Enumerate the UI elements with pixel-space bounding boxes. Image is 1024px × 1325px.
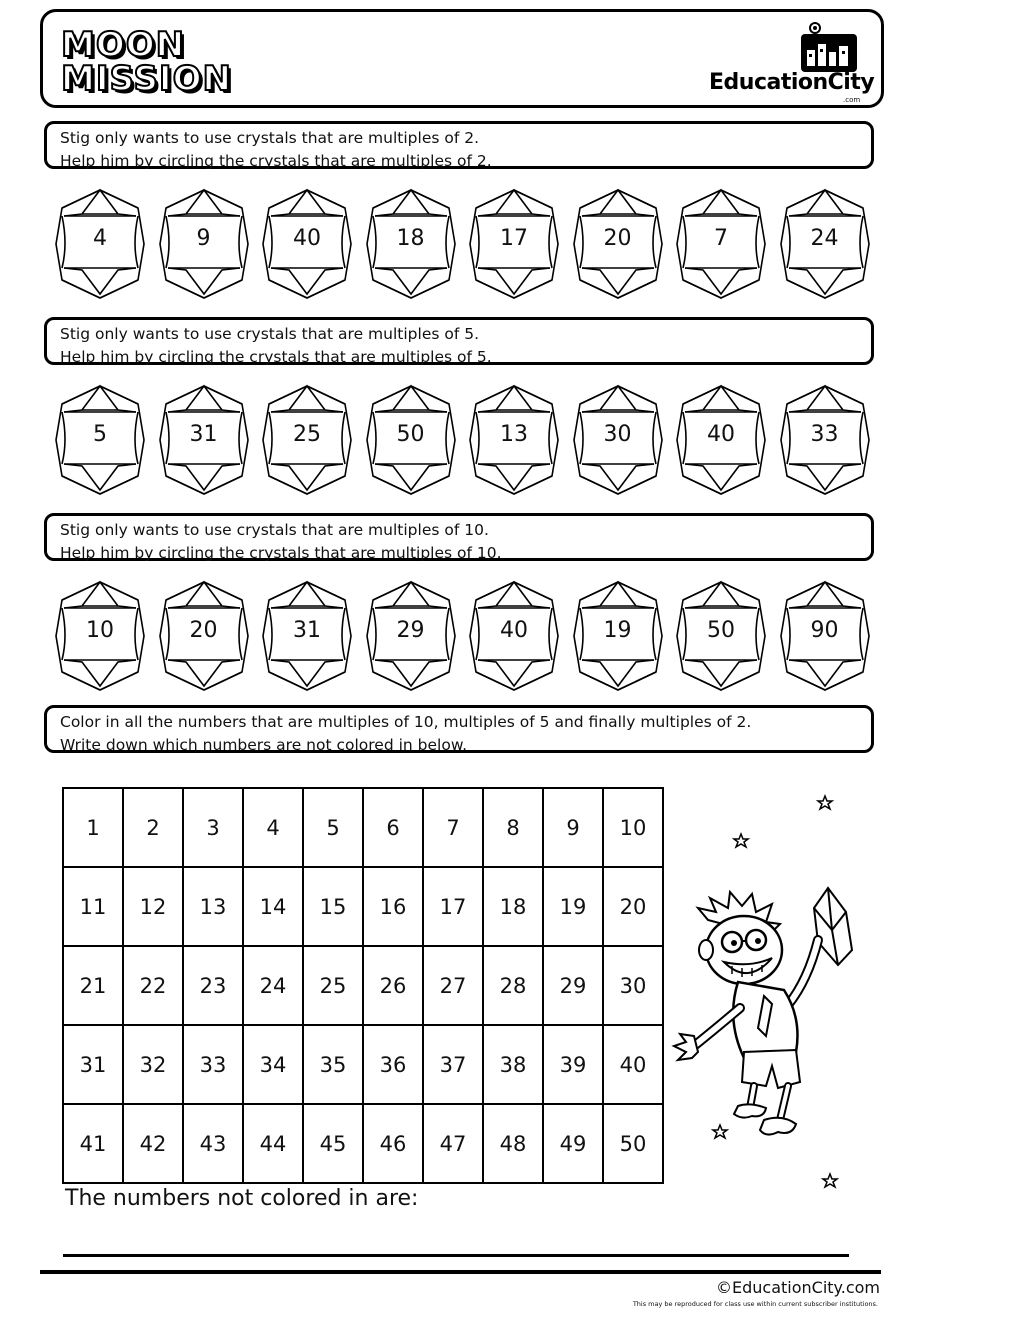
instruction-line-1: Stig only wants to use crystals that are multiples of 5. [60, 325, 480, 343]
crystal[interactable] [259, 188, 355, 300]
crystal-number: 20 [189, 618, 218, 643]
grid-cell[interactable]: 39 [543, 1025, 603, 1104]
crystal-number: 24 [810, 226, 839, 251]
grid-cell[interactable]: 48 [483, 1104, 543, 1183]
educationcity-logo [703, 20, 875, 104]
grid-cell[interactable]: 49 [543, 1104, 603, 1183]
worksheet-title [55, 25, 275, 99]
grid-cell[interactable]: 8 [483, 788, 543, 867]
crystal[interactable] [52, 384, 148, 496]
crystal[interactable] [777, 188, 873, 300]
grid-cell[interactable]: 41 [63, 1104, 123, 1183]
grid-cell[interactable]: 30 [603, 946, 663, 1025]
grid-cell[interactable]: 26 [363, 946, 423, 1025]
crystal[interactable] [466, 384, 562, 496]
logo-suffix: .com [843, 96, 861, 104]
grid-cell[interactable]: 23 [183, 946, 243, 1025]
grid-cell[interactable]: 1 [63, 788, 123, 867]
crystal[interactable] [156, 188, 252, 300]
grid-cell[interactable]: 40 [603, 1025, 663, 1104]
grid-cell[interactable]: 22 [123, 946, 183, 1025]
not-colored-label: The numbers not colored in are: [65, 1186, 419, 1211]
instruction-line-2: Help him by circling the crystals that are multiples of 2. [60, 152, 492, 170]
logo-wordmark: EducationCity [709, 70, 875, 95]
footer-divider [40, 1270, 881, 1274]
crystal-number: 5 [93, 422, 107, 447]
instruction-box-multiples-of-10 [44, 513, 874, 561]
title-line-1: MOON [61, 25, 186, 65]
crystal-number: 90 [810, 618, 839, 643]
grid-cell[interactable]: 31 [63, 1025, 123, 1104]
crystal-number: 4 [93, 226, 107, 251]
crystal[interactable] [570, 384, 666, 496]
grid-cell[interactable]: 35 [303, 1025, 363, 1104]
grid-cell[interactable]: 7 [423, 788, 483, 867]
crystal[interactable] [259, 384, 355, 496]
grid-row [63, 867, 663, 946]
grid-cell[interactable]: 28 [483, 946, 543, 1025]
crystal-number: 50 [707, 618, 735, 643]
crystal-number: 20 [603, 226, 632, 251]
crystal[interactable] [777, 384, 873, 496]
instruction-line-1: Color in all the numbers that are multiples of 10, multiples of 5 and finally multiples of 2. [60, 713, 752, 731]
crystal-number: 31 [189, 422, 218, 447]
grid-cell[interactable]: 15 [303, 867, 363, 946]
crystal-number: 19 [603, 618, 632, 643]
crystal[interactable] [466, 188, 562, 300]
crystal[interactable] [363, 188, 459, 300]
crystal[interactable] [673, 384, 769, 496]
grid-cell[interactable]: 19 [543, 867, 603, 946]
grid-cell[interactable]: 20 [603, 867, 663, 946]
grid-cell[interactable]: 2 [123, 788, 183, 867]
grid-cell[interactable]: 27 [423, 946, 483, 1025]
grid-cell[interactable]: 21 [63, 946, 123, 1025]
stig-character-illustration [668, 790, 868, 1190]
crystal[interactable] [466, 580, 562, 692]
educationcity-logo-icon [703, 20, 875, 72]
crystal[interactable] [777, 580, 873, 692]
crystal-number: 40 [500, 618, 528, 643]
crystal-number: 40 [707, 422, 735, 447]
instruction-line-2: Help him by circling the crystals that are multiples of 10. [60, 544, 502, 562]
grid-cell[interactable]: 16 [363, 867, 423, 946]
grid-row [63, 946, 663, 1025]
grid-cell[interactable]: 50 [603, 1104, 663, 1183]
crystal[interactable] [673, 188, 769, 300]
crystal-number: 13 [500, 422, 528, 447]
crystal-number: 40 [293, 226, 321, 251]
crystal-row-multiples-of-2 [52, 188, 882, 300]
instruction-line-2: Help him by circling the crystals that are multiples of 5. [60, 348, 492, 366]
instruction-box-multiples-of-2 [44, 121, 874, 169]
crystal[interactable] [363, 580, 459, 692]
instruction-line-2: Write down which numbers are not colored in below. [60, 736, 468, 754]
crystal[interactable] [673, 580, 769, 692]
grid-cell[interactable]: 17 [423, 867, 483, 946]
title-line-2: MISSION [61, 59, 232, 99]
crystal[interactable] [156, 384, 252, 496]
grid-cell[interactable]: 13 [183, 867, 243, 946]
grid-cell[interactable]: 4 [243, 788, 303, 867]
grid-cell[interactable]: 24 [243, 946, 303, 1025]
instruction-box-color-task [44, 705, 874, 753]
crystal[interactable] [52, 580, 148, 692]
crystal[interactable] [570, 580, 666, 692]
grid-row [63, 1104, 663, 1183]
copyright-text: ©EducationCity.com [716, 1278, 880, 1297]
number-grid [62, 787, 664, 1184]
grid-cell[interactable]: 10 [603, 788, 663, 867]
crystal[interactable] [363, 384, 459, 496]
crystal-number: 30 [603, 422, 632, 447]
grid-cell[interactable]: 32 [123, 1025, 183, 1104]
grid-cell[interactable]: 45 [303, 1104, 363, 1183]
crystal-number: 33 [810, 422, 839, 447]
grid-cell[interactable]: 37 [423, 1025, 483, 1104]
crystal-number: 7 [714, 226, 728, 251]
grid-cell[interactable]: 42 [123, 1104, 183, 1183]
instruction-box-multiples-of-5 [44, 317, 874, 365]
grid-cell[interactable]: 6 [363, 788, 423, 867]
instruction-line-1: Stig only wants to use crystals that are multiples of 2. [60, 129, 480, 147]
crystal-number: 50 [396, 422, 425, 447]
crystal-number: 10 [86, 618, 114, 643]
disclaimer-text: This may be reproduced for class use within current subscriber institutions. [632, 1300, 878, 1308]
star-icon [713, 1125, 727, 1138]
grid-cell[interactable]: 33 [183, 1025, 243, 1104]
crystal[interactable] [156, 580, 252, 692]
answer-line[interactable] [63, 1254, 849, 1257]
grid-cell[interactable]: 12 [123, 867, 183, 946]
grid-cell[interactable]: 25 [303, 946, 363, 1025]
grid-row [63, 1025, 663, 1104]
grid-cell[interactable]: 38 [483, 1025, 543, 1104]
crystal-number: 25 [293, 422, 321, 447]
instruction-line-1: Stig only wants to use crystals that are multiples of 10. [60, 521, 489, 539]
crystal-number: 9 [196, 226, 211, 251]
grid-cell[interactable]: 46 [363, 1104, 423, 1183]
star-icon [818, 796, 832, 809]
star-icon [734, 834, 748, 847]
grid-cell[interactable]: 18 [483, 867, 543, 946]
grid-cell[interactable]: 5 [303, 788, 363, 867]
grid-cell[interactable]: 14 [243, 867, 303, 946]
grid-cell[interactable]: 34 [243, 1025, 303, 1104]
grid-cell[interactable]: 36 [363, 1025, 423, 1104]
crystal-icon [814, 888, 852, 965]
crystal[interactable] [52, 188, 148, 300]
crystal-row-multiples-of-5 [52, 384, 882, 496]
grid-row [63, 788, 663, 867]
crystal-number: 31 [293, 618, 321, 643]
crystal-number: 17 [500, 226, 528, 251]
grid-cell[interactable]: 3 [183, 788, 243, 867]
crystal[interactable] [259, 580, 355, 692]
crystal-number: 18 [396, 226, 425, 251]
grid-cell[interactable]: 43 [183, 1104, 243, 1183]
star-icon [823, 1174, 837, 1187]
grid-cell[interactable]: 44 [243, 1104, 303, 1183]
grid-cell[interactable]: 11 [63, 867, 123, 946]
grid-cell[interactable]: 9 [543, 788, 603, 867]
worksheet-header [40, 9, 884, 108]
grid-cell[interactable]: 29 [543, 946, 603, 1025]
crystal-number: 29 [396, 618, 425, 643]
crystal[interactable] [570, 188, 666, 300]
crystal-row-multiples-of-10 [52, 580, 882, 692]
grid-cell[interactable]: 47 [423, 1104, 483, 1183]
